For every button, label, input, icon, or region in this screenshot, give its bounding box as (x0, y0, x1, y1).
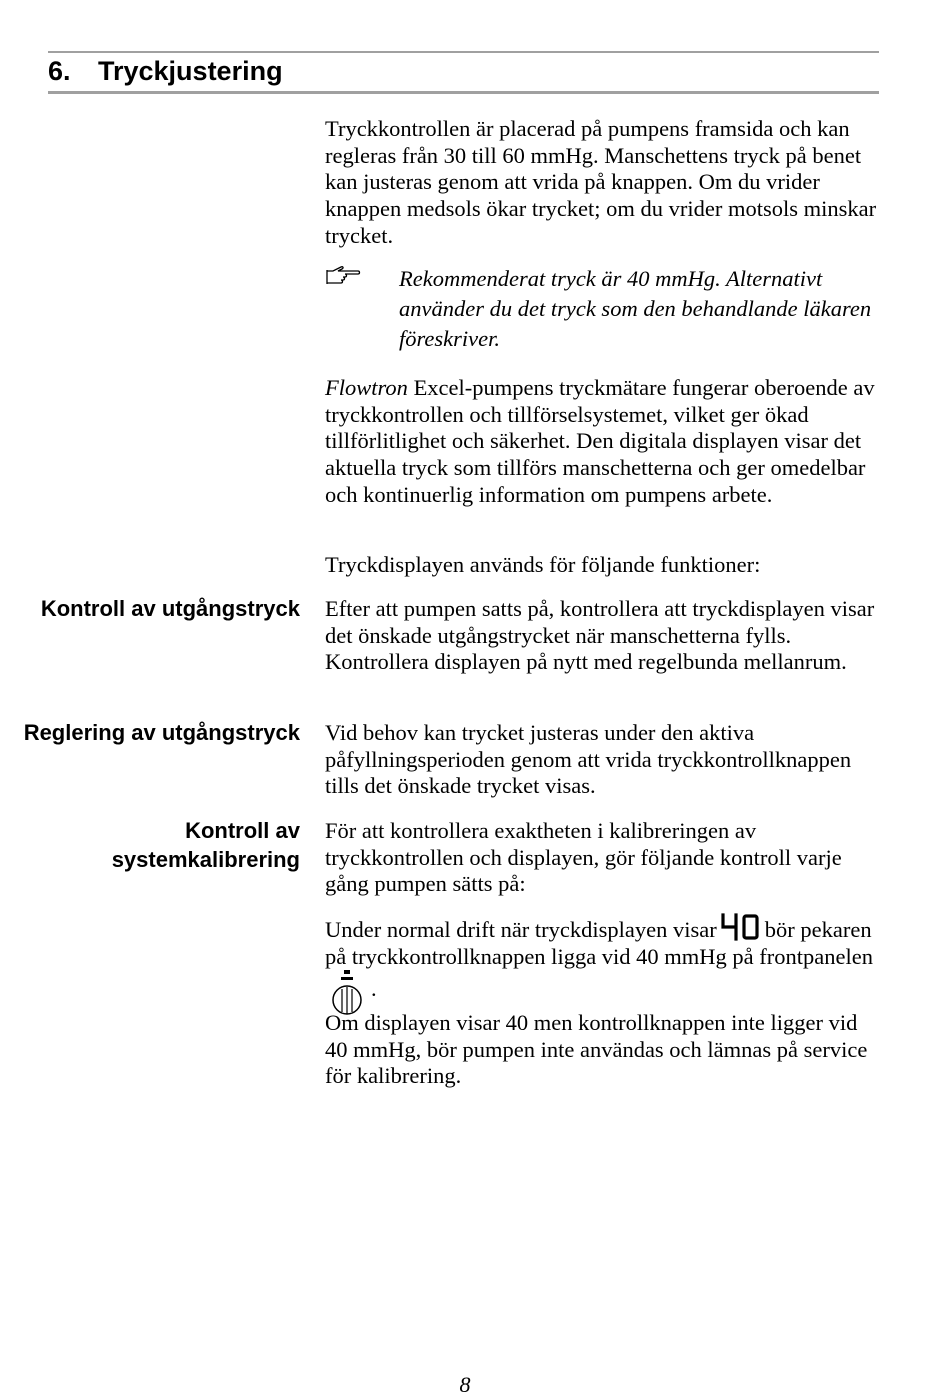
normal-text-part1: Under normal drift när tryckdisplayen visar (325, 917, 717, 942)
adjust-pressure-paragraph: Vid behov kan trycket justeras under den aktiva påfyllningsperioden genom att vrida tryckkontrollknappen tills det önskade trycket visas. (325, 720, 852, 799)
header-rule-top (48, 51, 879, 53)
brand-name: Flowtron (325, 375, 408, 400)
note-text: Rekommenderat tryck är 40 mmHg. Alternativt använder du det tryck som den behandlande läkaren föreskriver. (399, 266, 872, 351)
flowtron-paragraph (325, 375, 885, 509)
section-heading (48, 54, 283, 88)
service-paragraph: Om displayen visar 40 men kontrollknappen inte ligger vid 40 mmHg, bör pumpen inte användas och lämnas på service för kalibrering. (325, 1010, 868, 1089)
section-number: 6. (48, 56, 71, 86)
calibration-paragraph: För att kontrollera exaktheten i kalibreringen av tryckkontrollen och displayen, gör följande kontroll varje gång pumpen sätts på: (325, 818, 842, 897)
normal-text-part2: bör pekaren på tryckkontrollknappen ligga vid 40 mmHg på frontpanelen (325, 917, 873, 969)
page-number: 8 (459, 1372, 471, 1397)
header-rule-bottom (48, 91, 879, 94)
normal-text-end: . (371, 976, 377, 1002)
functions-intro: Tryckdisplayen används för följande funktioner: (325, 552, 761, 577)
intro-paragraph: Tryckkontrollen är placerad på pumpens framsida och kan regleras från 30 till 60 mmHg. Manschettens tryck på benet kan justeras genom att vrida på knappen. Om du vrider knappen medsols ökar trycket; om du vrider motsols minskar trycket. (325, 116, 877, 248)
section-title: Tryckjustering (98, 56, 283, 86)
seven-segment-display-icon (719, 913, 763, 941)
side-heading-calibration: Kontroll av systemkalibrering (111, 818, 300, 872)
side-heading-start-pressure: Kontroll av utgångstryck (40, 596, 300, 621)
pointing-hand-icon (325, 264, 361, 286)
side-heading-adjust-pressure: Reglering av utgångstryck (23, 720, 300, 745)
start-pressure-paragraph: Efter att pumpen satts på, kontrollera att tryckdisplayen visar det önskade utgångstrycket när manschetterna fylls. Kontrollera displayen på nytt med regelbunda mellanrum. (325, 596, 875, 675)
normal-operation-paragraph (325, 913, 885, 1016)
flowtron-text: Excel-pumpens tryckmätare fungerar oberoende av tryckkontrollen och tillförselsystemet, vilket ger ökad tillförlitlighet och säkerhet. Den digitala displayen visar det aktuella tryck som tillförs manschetterna och ger omedelbar och kontinuerlig information om pumpens arbete. (325, 375, 875, 507)
